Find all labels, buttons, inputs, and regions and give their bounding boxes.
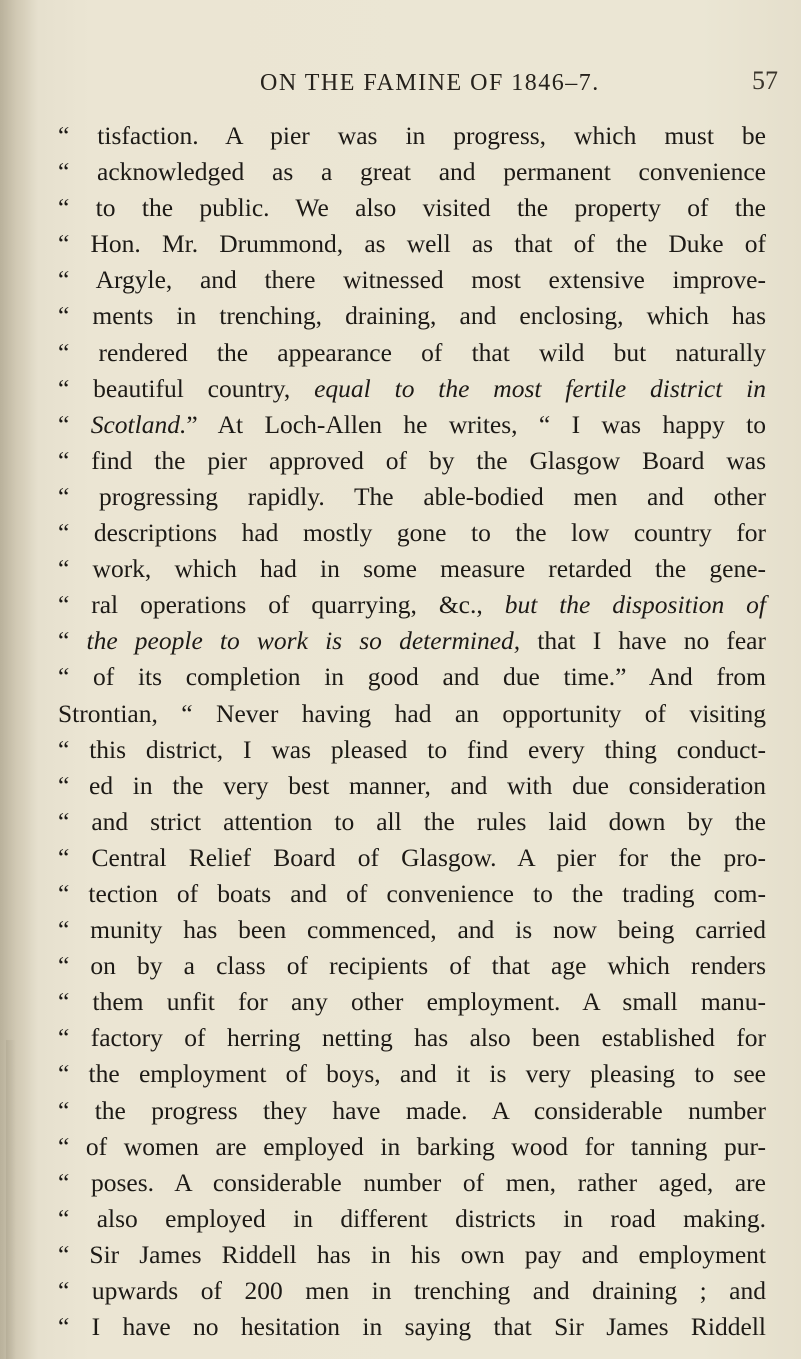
text-line: “ on by a class of recipients of that age which renders [58,951,766,981]
text-line: Strontian, “ Never having had an opportunity of visiting [58,698,766,728]
text-line: “ them unfit for any other employment. A small manu- [58,987,766,1017]
italic-segment: the people to work is so determined, [86,626,521,656]
italic-segment: but the disposition of [504,590,766,620]
text-line: “ and strict attention to all the rules laid down by the [58,806,766,836]
text-line: “ find the pier approved of by the Glasgow Board was [58,445,766,475]
page-number: 57 [752,66,778,95]
text-line: “ I have no hesitation in saying that Sir James Riddell [58,1312,766,1342]
text-segment: that I have no fear [520,626,766,656]
text-line: “ tisfaction. A pier was in progress, which must be [58,121,766,150]
text-line-mixed [58,587,766,623]
text-line: “ descriptions had mostly gone to the low country for [58,518,766,548]
binding-edge-mark [6,1040,16,1359]
text-line: “ the progress they have made. A considerable number [58,1095,766,1125]
text-line: “ progressing rapidly. The able-bodied men and other [58,481,766,511]
text-line-mixed [58,371,766,407]
text-segment: “ beautiful country, [58,373,315,403]
text-line: “ acknowledged as a great and permanent convenience [58,157,766,187]
text-line: “ the employment of boys, and it is very pleasing to see [58,1059,766,1089]
text-line: “ factory of herring netting has also been established for [58,1023,766,1053]
italic-segment: equal to the most fertile district in [314,373,766,403]
text-line: “ this district, I was pleased to find every thing conduct- [58,734,766,764]
text-segment: “ [58,409,91,439]
text-line: “ ed in the very best manner, and with due consideration [58,770,766,800]
text-line: “ to the public. We also visited the property of the [58,193,766,223]
italic-segment: Scotland. [90,409,187,439]
body-text [58,118,766,1345]
text-line: “ Central Relief Board of Glasgow. A pier for the pro- [58,842,766,872]
text-segment: ” At Loch-Allen he writes, “ I was happy to [186,409,766,439]
running-head: ON THE FAMINE OF 1846–7. [260,70,600,96]
text-line: “ poses. A considerable number of men, rather aged, are [58,1167,766,1197]
text-line: “ Sir James Riddell has in his own pay and employment [58,1239,766,1269]
text-segment: “ [58,626,87,656]
text-line: “ munity has been commenced, and is now being carried [58,915,766,945]
text-line: “ work, which had in some measure retarded the gene- [58,554,766,584]
text-line-mixed [58,407,766,443]
text-segment: “ ral operations of quarrying, &c., [58,590,505,620]
text-line: “ also employed in different districts in road making. [58,1203,766,1233]
text-line: “ tection of boats and of convenience to the trading com- [58,878,766,908]
text-line: “ of women are employed in barking wood for tanning pur- [58,1131,766,1161]
text-line-mixed [58,623,766,659]
text-line: “ upwards of 200 men in trenching and draining ; and [58,1276,766,1305]
text-line: “ of its completion in good and due time.” And from [58,662,766,692]
text-line: “ Argyle, and there witnessed most extensive improve- [58,265,766,295]
text-line: “ rendered the appearance of that wild but naturally [58,337,766,367]
text-line: “ Hon. Mr. Drummond, as well as that of the Duke of [58,229,766,259]
text-line: “ ments in trenching, draining, and enclosing, which has [58,301,766,331]
